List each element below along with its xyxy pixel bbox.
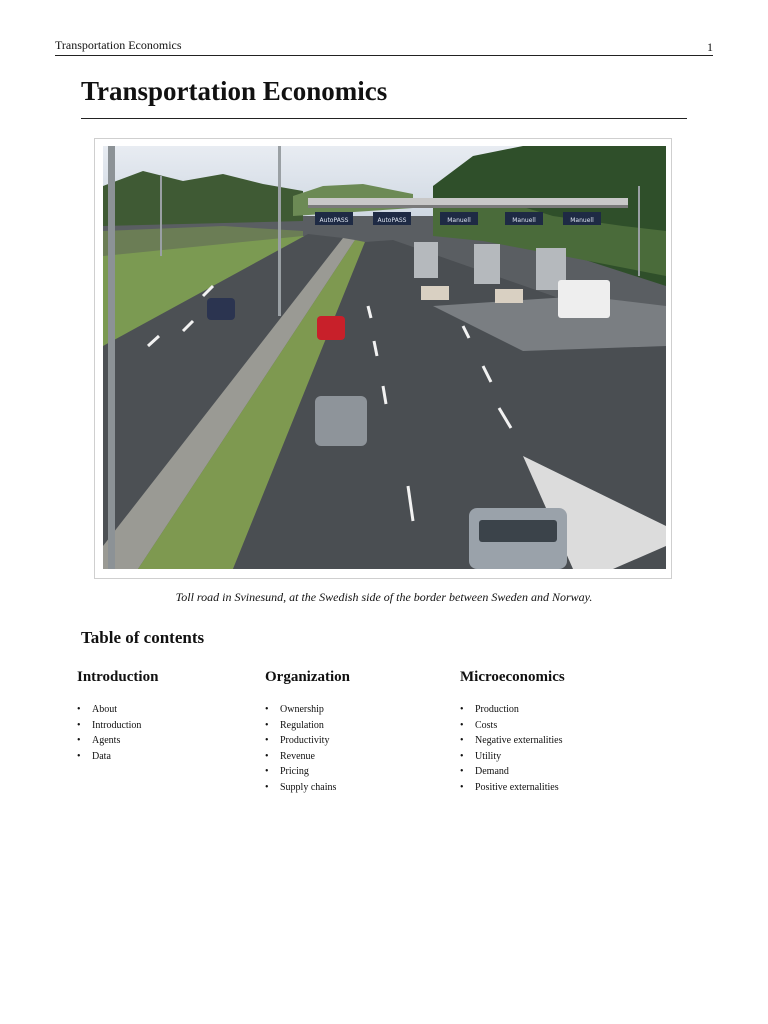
page-number: 1	[707, 40, 713, 54]
bullet-icon: •	[265, 750, 269, 762]
toc-link-label: Revenue	[280, 750, 315, 762]
toc-link[interactable]	[460, 733, 565, 749]
booth-sign-2: AutoPASS	[377, 217, 407, 224]
figure-frame	[94, 138, 672, 579]
toc-section-microeconomics	[460, 669, 565, 795]
toc-section-title: Microeconomics	[460, 669, 565, 685]
toc-section-title: Introduction	[77, 669, 159, 685]
toc-list	[77, 702, 158, 764]
toc-link-label: Pricing	[280, 766, 309, 777]
toc-link-label: Regulation	[280, 719, 324, 731]
toc-link[interactable]	[460, 764, 565, 780]
toc-section-title: Organization	[265, 669, 350, 685]
running-header-title: Transportation Economics	[55, 38, 182, 52]
bullet-icon: •	[77, 704, 81, 715]
booth-sign-5: Manuell	[570, 217, 594, 224]
bullet-icon: •	[460, 766, 464, 777]
booth-sign-3: Manuell	[447, 217, 471, 224]
toc-link[interactable]	[77, 749, 158, 765]
toc-link[interactable]	[77, 702, 158, 718]
bullet-icon: •	[265, 704, 269, 715]
toc-link[interactable]	[265, 702, 350, 718]
toc-link[interactable]	[265, 780, 350, 796]
toc-heading: Table of contents	[81, 628, 205, 647]
bullet-icon: •	[77, 750, 81, 762]
running-header	[55, 38, 713, 56]
toc-link-label: Supply chains	[280, 781, 337, 793]
toc-link[interactable]	[460, 780, 565, 796]
bullet-icon: •	[460, 750, 464, 762]
toc-link-label: Ownership	[280, 704, 324, 715]
toc-link[interactable]	[265, 749, 350, 765]
bullet-icon: •	[265, 735, 269, 746]
toc-link[interactable]	[265, 764, 350, 780]
booth-sign-4: Manuell	[512, 217, 536, 224]
bullet-icon: •	[460, 781, 464, 793]
toc-link-label: Agents	[92, 735, 121, 746]
toc-link[interactable]	[77, 718, 158, 734]
toc-link[interactable]	[77, 733, 158, 749]
bullet-icon: •	[77, 735, 81, 746]
title-rule	[81, 118, 687, 119]
toc-link-label: Introduction	[92, 719, 142, 731]
toc-section-introduction	[77, 669, 158, 764]
bullet-icon: •	[77, 719, 81, 731]
toc-link[interactable]	[460, 702, 565, 718]
toc-link-label: Costs	[475, 719, 498, 731]
toc-link-label: Production	[475, 704, 519, 715]
toc-link[interactable]	[460, 718, 565, 734]
toc-link[interactable]	[265, 718, 350, 734]
booth-sign-1: AutoPASS	[319, 217, 349, 224]
toc-link-label: Productivity	[280, 735, 330, 746]
bullet-icon: •	[265, 766, 269, 777]
figure-caption: Toll road in Svinesund, at the Swedish side of the border between Sweden and Norway.	[175, 590, 593, 604]
page-title: Transportation Economics	[81, 76, 388, 106]
bullet-icon: •	[460, 735, 464, 746]
toll-road-photo	[103, 146, 666, 569]
toc-list	[265, 702, 350, 795]
bullet-icon: •	[265, 781, 269, 793]
bullet-icon: •	[460, 719, 464, 731]
bullet-icon: •	[460, 704, 464, 715]
toc-link-label: Positive externalities	[475, 781, 559, 793]
toc-link[interactable]	[265, 733, 350, 749]
toc-link-label: About	[92, 704, 117, 715]
toc-link-label: Negative externalities	[475, 735, 563, 746]
toc-list	[460, 702, 565, 795]
toc-link-label: Demand	[475, 766, 509, 777]
toc-link-label: Data	[92, 750, 111, 762]
bullet-icon: •	[265, 719, 269, 731]
toc-link-label: Utility	[475, 750, 502, 762]
toc-section-organization	[265, 669, 350, 795]
toc-link[interactable]	[460, 749, 565, 765]
